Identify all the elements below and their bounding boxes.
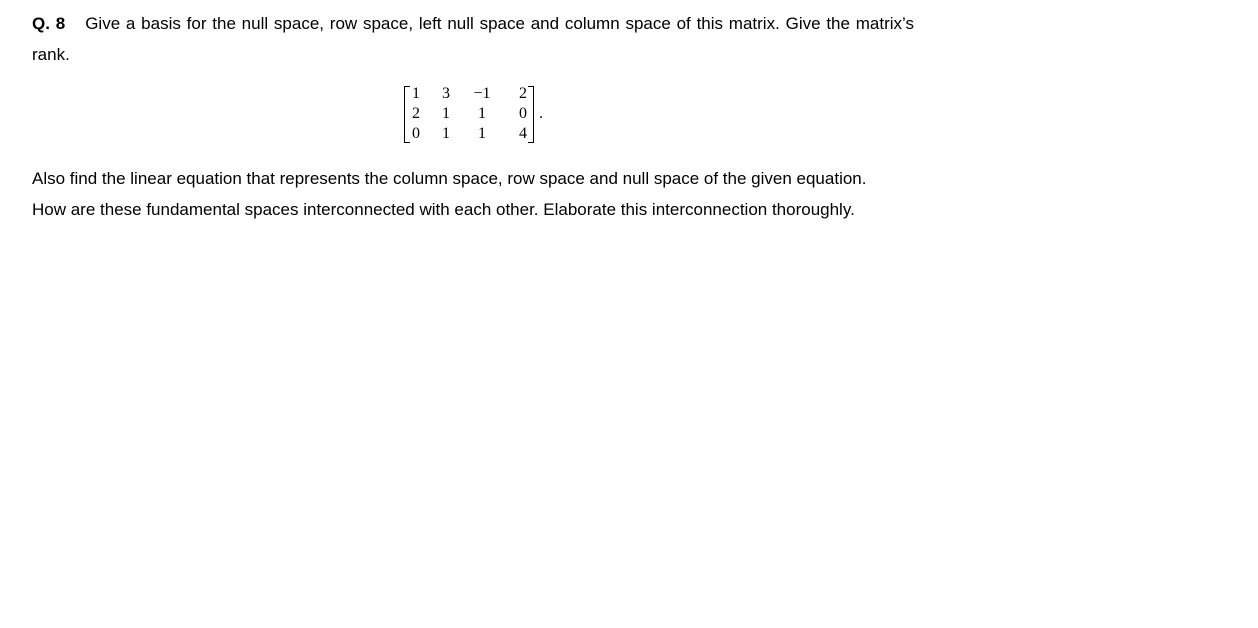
matrix-cell: −1	[473, 85, 491, 102]
matrix-cell: 1	[478, 105, 486, 122]
matrix-cell: 3	[442, 85, 450, 102]
question-number: Q. 8	[32, 14, 66, 33]
matrix-grid	[410, 84, 528, 144]
followup-line-1: Also find the linear equation that represents the column space, row space and null space of the given equation.	[32, 169, 867, 188]
matrix-cell: 2	[519, 85, 527, 102]
matrix-cell: 0	[519, 105, 527, 122]
matrix-right-bracket	[528, 86, 534, 143]
followup-paragraph	[32, 163, 932, 225]
followup-line-2: How are these fundamental spaces interconnected with each other. Elaborate this interconnection thoroughly.	[32, 200, 855, 219]
question-text: Give a basis for the null space, row space, left null space and column space of this matrix. Give the matrix’s rank.	[32, 14, 914, 64]
matrix-cell: 1	[478, 125, 486, 142]
question-paragraph	[32, 8, 914, 70]
matrix-cell: 1	[412, 85, 420, 102]
matrix-cell: 1	[442, 125, 450, 142]
matrix-cell: 1	[442, 105, 450, 122]
matrix	[404, 84, 543, 144]
matrix-period: .	[539, 105, 543, 122]
matrix-cell: 4	[519, 125, 527, 142]
matrix-cell: 2	[412, 105, 420, 122]
matrix-cell: 0	[412, 125, 420, 142]
